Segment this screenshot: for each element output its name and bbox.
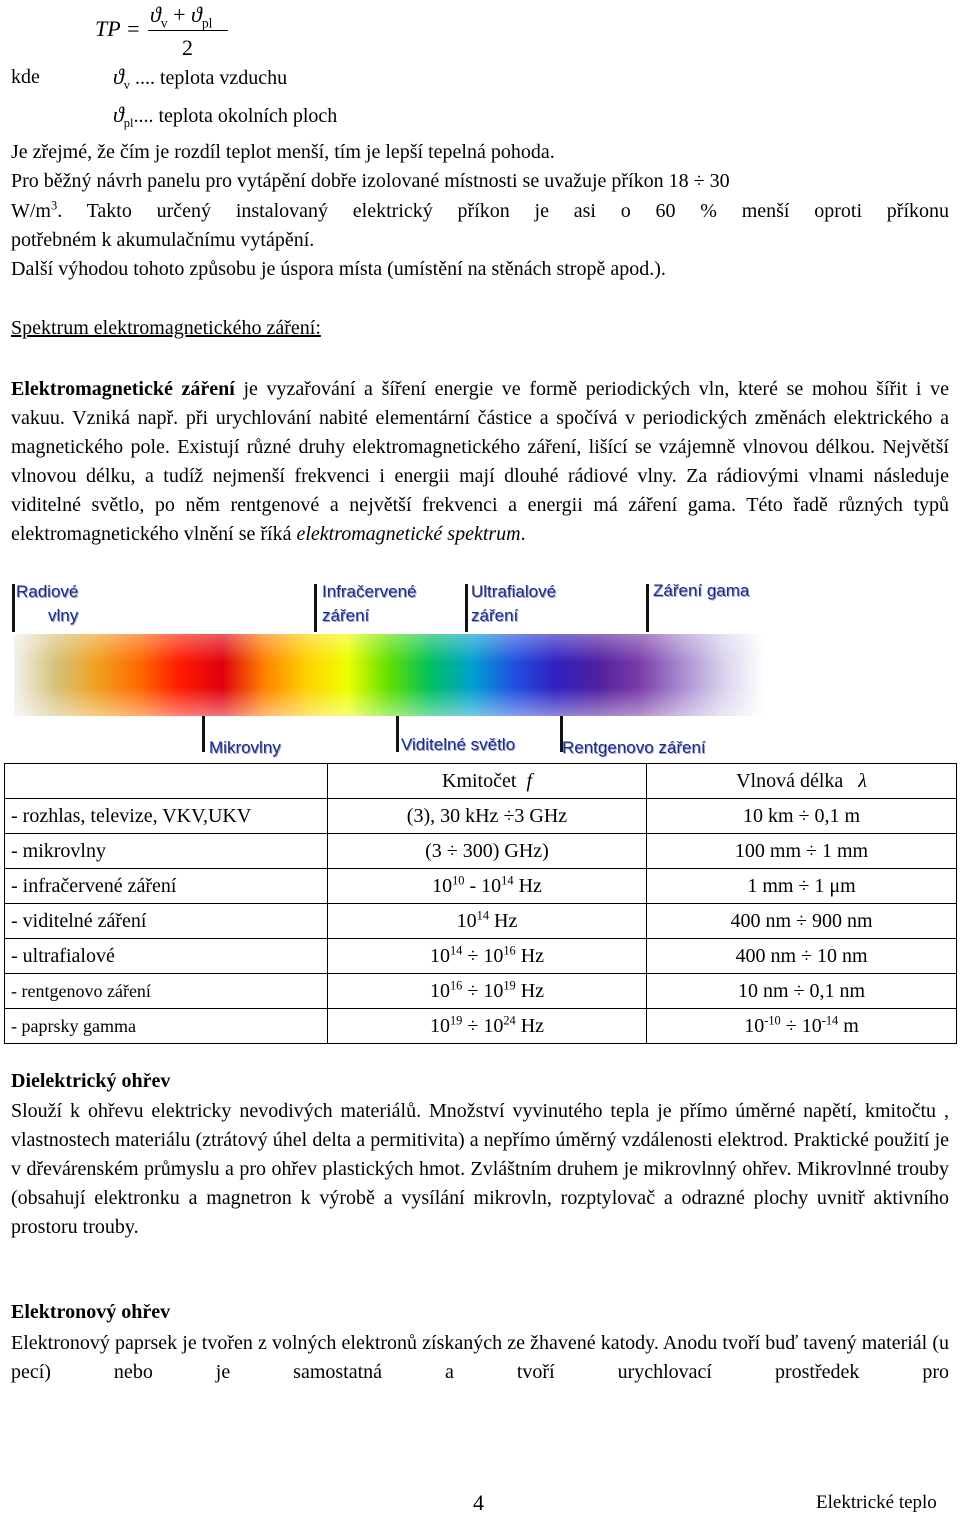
label-xray: Rentgenovo záření xyxy=(562,738,706,757)
fraction-bar xyxy=(148,30,228,31)
variable-surface-temp: $ϑ_{pl}$.... teplota okolních ploch xyxy=(113,102,338,130)
formula-lhs: TP = xyxy=(95,16,141,41)
em-spectrum-table xyxy=(4,763,957,1044)
dielectric-paragraph: Slouží k ohřevu elektricky nevodivých materiálů. Množství vyvinutého tepla je přímo úměrné napětí, kmitočtu , vlastnostech materiálu (ztrátový úhel delta a permitivita) a nepřímo úměrný vzdálenosti elektrod. Praktické použití je v dřevárenském průmyslu a pro ohřev plastických hmot. Zvláštním druhem je mikrovlnný ohřev. Mikrovlnné trouby (obsahují elektronku a magnetron k výrobě a vysílání mikrovln, rozptylovač a odrazné plochy uvnitř aktivního prostoru trouby. xyxy=(11,1100,949,1238)
tick-gamma xyxy=(646,584,649,632)
table-header-row xyxy=(5,764,957,799)
table-row: - rentgenovo záření $10^{16} \div 10^{19}$ Hz 10 nm ÷ 0,1 nm xyxy=(5,974,957,1009)
intro-line-3: $W/m^3$. Takto určený instalovaný elektrický příkon je asi o 60 % menší oproti příkonu xyxy=(11,198,949,222)
kde-label: kde xyxy=(11,66,40,88)
electron-heading: Elektronový ohřev xyxy=(11,1301,171,1323)
electron-paragraph: Elektronový paprsek je tvořen z volných elektronů získaných ze žhavené katody. Anodu tvoří buď tavený materiál (u pecí) nebo je samostatná a tvoří urychlovací prostředek pro xyxy=(11,1332,949,1383)
tick-ultraviolet xyxy=(465,584,468,632)
spectrum-band-fade xyxy=(14,634,764,716)
label-visible-light: Viditelné světlo xyxy=(401,735,516,754)
spectrum-color-band xyxy=(14,634,764,716)
page-number: 4 xyxy=(473,1490,484,1515)
tick-radio xyxy=(12,584,15,632)
table-header-wavelength: Vlnová délka λ xyxy=(647,764,957,799)
label-infrared: Infračervené záření xyxy=(322,582,417,625)
formula-denominator: 2 xyxy=(182,35,193,60)
table-header-empty xyxy=(5,764,328,799)
em-paragraph: Elektromagnetické záření je vyzařování a šíření energie ve formě periodických vln, které se mohou šířit i ve vakuu. Vzniká např. při urychlování nabité elementární částice a spočívá v periodických změnách elektrického a magnetického pole. Existují různé druhy elektromagnetického záření, lišící se vzájemně vlnovou délkou. Největší vlnovou délku, a tudíž nejmenší frekvenci i energii mají dlouhé rádiové vlny. Za rádiovými vlnami následuje viditelné světlo, po něm rentgenové a největší frekvenci a energii má záření gama. Této řadě různých typů elektromagnetického vlnění se říká elektromagnetické spektrum. xyxy=(11,378,950,545)
label-radio-waves: Radiové vlny xyxy=(16,582,79,625)
table-row: - rozhlas, televize, VKV,UKV (3), 30 kHz ÷3 GHz 10 km ÷ 0,1 m xyxy=(5,799,957,834)
footer-title: Elektrické teplo xyxy=(816,1492,937,1513)
intro-line-5: Další výhodou tohoto způsobu je úspora místa (umístění na stěnách stropě apod.). xyxy=(11,258,666,280)
table-row: - infračervené záření $10^{10} - 10^{14}$ Hz 1 mm ÷ 1 μm xyxy=(5,869,957,904)
table-row: - ultrafialové $10^{14} \div 10^{16}$ Hz 400 nm ÷ 10 nm xyxy=(5,939,957,974)
spectrum-heading: Spektrum elektromagnetického záření: xyxy=(11,317,321,339)
intro-line-1: Je zřejmé, že čím je rozdíl teplot menší, tím je lepší tepelná pohoda. xyxy=(11,141,555,163)
table-row: - viditelné záření $10^{14}$ Hz 400 nm ÷ 900 nm xyxy=(5,904,957,939)
table-row: - paprsky gamma $10^{19} \div 10^{24}$ Hz $10^{-10} \div 10^{-14}$ m xyxy=(5,1009,957,1044)
table-header-frequency: Kmitočet f xyxy=(328,764,647,799)
variable-air-temp: $ϑ_v$ .... teplota vzduchu xyxy=(113,64,288,92)
table-row: - mikrovlny (3 ÷ 300) GHz) 100 mm ÷ 1 mm xyxy=(5,834,957,869)
label-gamma: Záření gama xyxy=(653,581,750,600)
intro-line-2: Pro běžný návrh panelu pro vytápění dobře izolované místnosti se uvažuje příkon 18 ÷ 30 xyxy=(11,170,730,192)
label-microwaves: Mikrovlny xyxy=(209,738,281,757)
dielectric-heading: Dielektrický ohřev xyxy=(11,1070,171,1092)
tick-infrared xyxy=(314,584,317,632)
tick-visible xyxy=(396,716,399,752)
intro-line-4: potřebném k akumulačnímu vytápění. xyxy=(11,229,315,251)
spectrum-figure xyxy=(10,578,770,760)
label-ultraviolet: Ultrafialové záření xyxy=(471,582,557,625)
formula-numerator: $ϑ_v + ϑ_{pl}$ xyxy=(150,2,213,31)
tick-microwaves xyxy=(202,716,205,752)
